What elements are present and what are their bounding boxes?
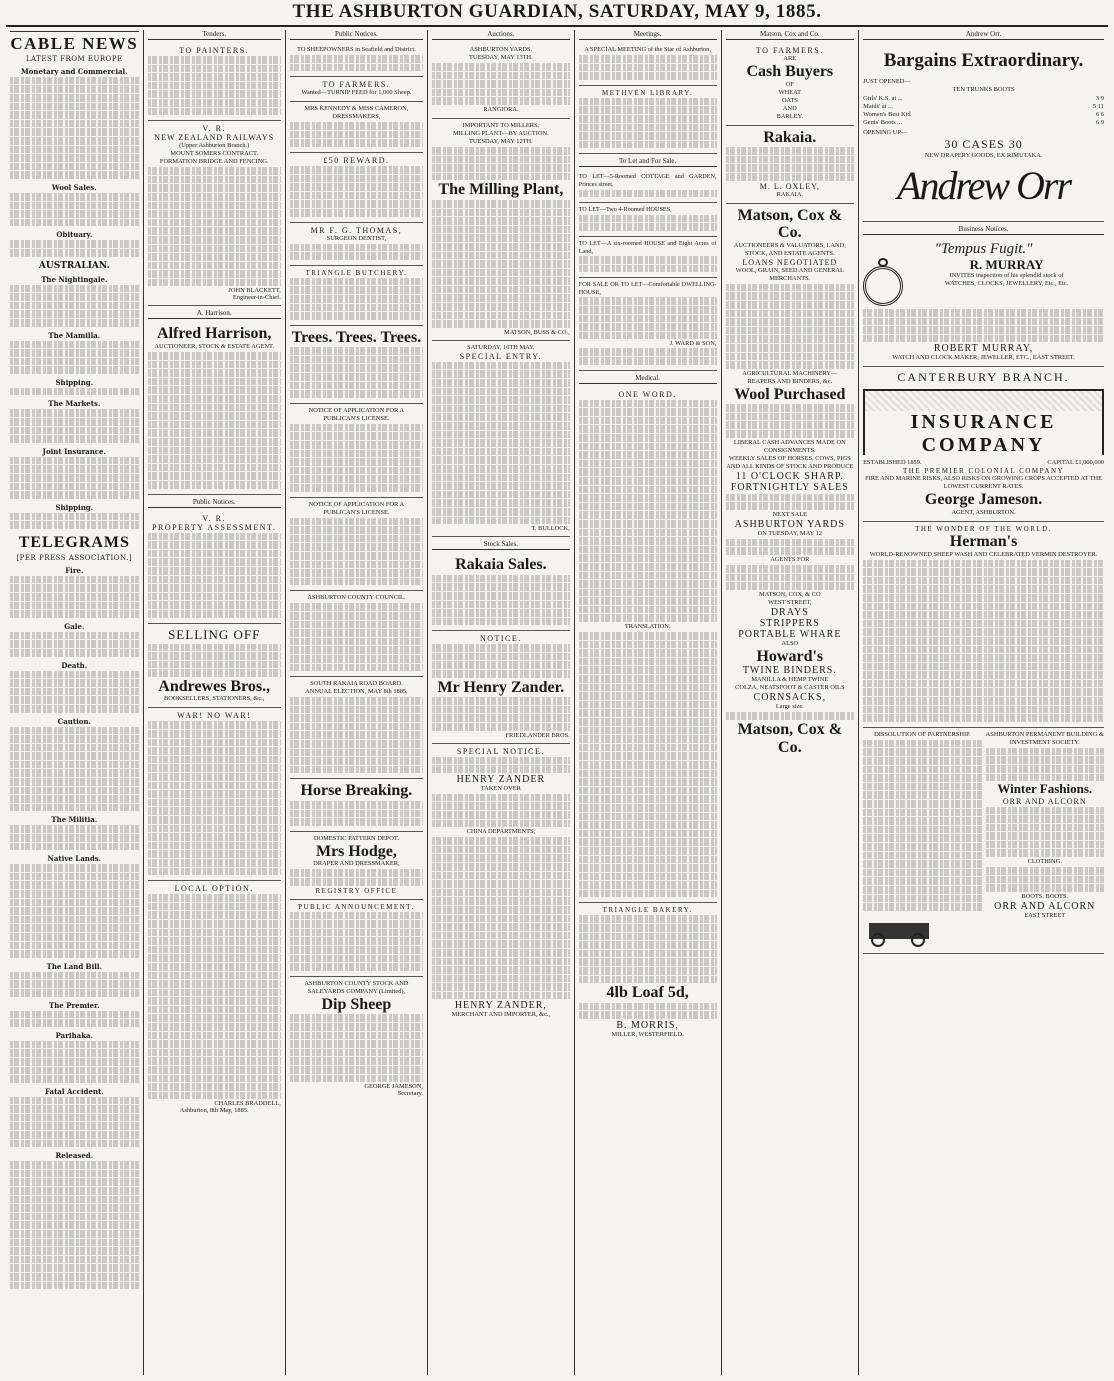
monetary-heading: Monetary and Commercial.	[20, 66, 128, 76]
building-society: ASHBURTON PERMANENT BUILDING & INVESTMENT SOCIETY.	[985, 730, 1104, 746]
dwelling-text: FOR SALE OR TO LET—Comfortable DWELLING-HOUSE,	[578, 281, 717, 296]
column-cable-news	[6, 30, 144, 1375]
insurance-logo-text: INSURANCE COMPANY	[865, 411, 1102, 457]
matson-coy: MATSON, COX, & CO	[759, 590, 821, 598]
caution-heading: Caution.	[57, 716, 91, 726]
watch-maker: WATCH AND CLOCK MAKER, JEWELLER, ETC., EAST STREET.	[892, 354, 1075, 362]
rakaia-heading: Rakaia.	[763, 128, 817, 146]
rakaia-sales-heading: Rakaia Sales.	[455, 556, 547, 574]
jameson-role: Secretary.	[397, 1090, 423, 1098]
insurance-logo	[863, 389, 1104, 455]
word-of: OF	[785, 80, 794, 88]
cash-buyers-heading: Cash Buyers	[746, 63, 834, 80]
council-heading: ASHBURTON COUNTY COUNCIL.	[307, 594, 406, 602]
native-lands-heading: Native Lands.	[47, 854, 102, 864]
railways-branch: (Upper Ashburton Branch.)	[179, 142, 250, 150]
contract-work: FORMATION BRIDGE AND FENCING.	[159, 158, 269, 166]
telegrams-subtitle: [PER PRESS ASSOCIATION.]	[16, 553, 133, 562]
dip-sheep-heading: Dip Sheep	[321, 995, 392, 1013]
meeting-heading: A SPECIAL MEETING of the Star of Ashburton,	[584, 46, 712, 53]
section-public-notices: Public Notices.	[148, 498, 281, 508]
notice-heading: NOTICE.	[479, 634, 522, 644]
ad-one-word	[579, 387, 717, 904]
ad-dissolution	[863, 728, 981, 953]
table-row	[863, 110, 1104, 118]
word-and: AND	[782, 104, 797, 112]
auctioneer-bullock: T. BULLOCK,	[531, 525, 570, 533]
twine-binders: TWINE BINDERS.	[742, 665, 837, 677]
section-stock-sales: Stock Sales.	[432, 540, 570, 550]
column-matson-cox	[722, 30, 860, 1375]
section-medical: Medical.	[579, 374, 717, 384]
sheepowners-heading: TO SHEEPOWNERS in Seafield and District.	[297, 46, 416, 53]
harrison-name: Alfred Harrison,	[157, 325, 272, 343]
fortnightly-sales: FORTNIGHTLY SALES	[730, 481, 849, 493]
vr-heading: V. R.	[202, 124, 227, 134]
boot-price: 3 9	[1095, 94, 1104, 102]
boot-price-table	[863, 94, 1104, 126]
ad-to-farmers	[290, 77, 423, 102]
column-header: Public Notices.	[290, 30, 423, 40]
morris-name: B. MORRIS,	[616, 1020, 679, 1031]
assessment-heading: PROPERTY ASSESSMENT.	[152, 522, 277, 532]
boot-label: Maids' at ...	[863, 102, 893, 110]
ad-property-assessment	[148, 511, 281, 624]
newspaper-title: THE ASHBURTON GUARDIAN, SATURDAY, MAY 9, 1885.	[292, 1, 822, 22]
word-are: ARE	[783, 55, 797, 62]
joint-insurance-heading: Joint Insurance.	[42, 446, 106, 456]
dentist-role: SURGEON DENTIST,	[326, 234, 387, 242]
tempus-fugit: "Tempus Fugit."	[934, 241, 1033, 257]
column-header	[10, 30, 139, 32]
ad-south-rakaia	[290, 677, 423, 779]
ad-mrs-hodge	[290, 832, 423, 900]
portable-whare: PORTABLE WHARE	[738, 628, 842, 640]
fire-marine: FIRE AND MARINE RISKS, ALSO RISKS ON GROWING CROPS ACCEPTED AT THE LOWEST CURRENT RATES.	[865, 475, 1103, 491]
ad-trees	[290, 326, 423, 404]
horse-breaking-heading: Horse Breaking.	[300, 782, 413, 800]
column-header: Matson, Cox and Co.	[726, 30, 855, 40]
robert-murray: ROBERT MURRAY,	[933, 343, 1034, 355]
capital: CAPITAL £1,000,000	[1047, 459, 1104, 467]
masthead-rule	[6, 25, 1108, 27]
war-heading: WAR! NO WAR!	[177, 711, 252, 721]
nightingale-heading: The Nightingale.	[41, 274, 108, 284]
ad-to-painters	[148, 43, 281, 121]
domestic-pattern: DOMESTIC PATTERN DEPOT.	[313, 834, 399, 842]
ashburton-yards: ASHBURTON YARDS	[734, 518, 845, 530]
ad-publican-license	[290, 404, 423, 498]
translation-heading: TRANSLATION.	[624, 623, 671, 631]
liberal-advances: LIBERAL CASH ADVANCES MADE ON CONSIGNMENTS.	[733, 438, 846, 454]
contract-name: MOUNT SOMERS CONTRACT.	[170, 150, 259, 158]
ad-bargains	[863, 43, 1104, 222]
dressmakers-heading: MRS KENNEDY & MISS CAMERON, DRESSMAKERS,	[304, 105, 409, 121]
local-option-heading: LOCAL OPTION.	[174, 884, 254, 894]
section-business-notices: Business Notices.	[863, 225, 1104, 235]
land-bill-heading: The Land Bill.	[46, 961, 103, 971]
ad-reward	[290, 153, 423, 223]
special-date: SATURDAY, 16TH MAY.	[467, 343, 535, 351]
braddell-date: Ashburton, 8th May, 1885.	[179, 1107, 249, 1115]
ad-county-council	[290, 591, 423, 677]
ad-dip-sheep	[290, 977, 423, 1101]
column-auctions	[428, 30, 575, 1375]
oxley-place: RAKAIA.	[776, 190, 804, 198]
boot-price: 6 9	[1095, 118, 1104, 126]
also: ALSO	[781, 639, 799, 647]
manilla: MANILLA & HEMP TWINE	[751, 676, 829, 684]
pocket-watch-icon	[863, 258, 903, 306]
ad-insurance	[863, 367, 1104, 522]
auctioneer-matson: MATSON, BUSS & CO.,	[504, 328, 570, 336]
andrewes-name: Andrewes Bros.,	[158, 677, 271, 695]
agricultural-heading: AGRICULTURAL MACHINERY—	[742, 369, 838, 377]
ad-hermans	[863, 522, 1104, 728]
library-heading: METHVEN LIBRARY.	[602, 88, 694, 97]
ad-special-notice	[432, 744, 570, 1024]
to-let-2-text: TO LET—Two 4-Roomed HOUSES,	[578, 206, 672, 214]
reapers-line: REAPERS AND BINDERS, &c.	[747, 377, 833, 385]
wanted-turnip: Wanted—TURNIP FEED for 1,000 Sheep.	[301, 89, 412, 97]
blackett-role: Engineer-in-Chief.	[232, 294, 281, 302]
column-meetings	[575, 30, 722, 1375]
death-heading: Death.	[61, 660, 88, 670]
ad-matson-cox	[726, 204, 855, 761]
sale-date: ON TUESDAY, MAY 12	[757, 529, 823, 537]
oclock-sharp: 11 O'CLOCK SHARP.	[735, 470, 844, 482]
telegrams-heading: TELEGRAMS	[18, 534, 130, 551]
ad-war-no-war	[148, 708, 281, 881]
colza: COLZA, NEATSFOOT & CASTER OILS	[735, 684, 845, 692]
ad-to-let-2	[579, 203, 717, 237]
yards-date: TUESDAY, MAY 13TH.	[468, 54, 533, 61]
ad-title: TO PAINTERS.	[179, 46, 250, 55]
special-entry-heading: SPECIAL ENTRY.	[459, 351, 543, 361]
license-heading: NOTICE OF APPLICATION FOR A PUBLICAN'S LICENSE.	[308, 406, 405, 422]
wonder-heading: THE WONDER OF THE WORLD.	[915, 524, 1052, 533]
trees-heading: Trees. Trees. Trees.	[291, 328, 422, 346]
ad-publican-license-2	[290, 498, 423, 592]
ad-murray	[863, 238, 1104, 367]
china-departments: CHINA DEPARTMENTS,	[466, 828, 536, 836]
established-year: ESTABLISHED 1859.	[863, 459, 922, 467]
shipping-heading-2: Shipping.	[55, 502, 94, 512]
wool-grain: WOOL, GRAIN, SEED AND GENERAL MERCHANTS.	[735, 266, 844, 282]
ad-sheepowners	[290, 43, 423, 77]
rangiora-heading: RANGIORA.	[483, 105, 519, 113]
orr-alcorn-footer: ORR AND ALCORN	[994, 900, 1096, 912]
one-word-heading: ONE WORD.	[618, 389, 677, 399]
gale-heading: Gale.	[64, 621, 85, 631]
premier-colonial: THE PREMIER COLONIAL COMPANY	[903, 467, 1065, 476]
boots-heading: BOOTS. BOOTS.	[1021, 892, 1069, 900]
agent-ashburton: AGENT, ASHBURTON.	[951, 508, 1016, 516]
bakery-heading: TRIANGLE BAKERY.	[602, 906, 693, 915]
andrewes-role: BOOKSELLERS, STATIONERS, &c.,	[164, 695, 265, 703]
railways-heading: NEW ZEALAND RAILWAYS	[154, 133, 275, 143]
milling-auction: MILLING PLANT—BY AUCTION.	[452, 129, 549, 137]
dentist-name: MR F. G. THOMAS,	[310, 225, 403, 235]
election-heading: ANNUAL ELECTION, MAY 8th 1885.	[305, 688, 408, 696]
milling-date: TUESDAY, MAY 12TH.	[468, 137, 533, 145]
mamilla-heading: The Mamilla.	[48, 330, 101, 340]
cornsacks: CORNSACKS,	[753, 692, 827, 704]
just-opened: JUST OPENED—	[863, 78, 911, 85]
signature-friedlander: FRIEDLANDER BROS.	[505, 731, 570, 739]
word-barley: BARLEY.	[776, 112, 803, 120]
cable-subtitle: LATEST FROM EUROPE	[25, 54, 123, 63]
signature-blackett: JOHN BLACKETT,	[228, 287, 281, 295]
ad-dentist	[290, 223, 423, 266]
butchery-heading: TRIANGLE BUTCHERY.	[305, 268, 408, 277]
australian-heading: AUSTRALIAN.	[38, 260, 110, 271]
reward-heading: £50 REWARD.	[323, 155, 390, 165]
masthead	[0, 0, 1114, 26]
table-row	[863, 118, 1104, 126]
west-street: WEST STREET,	[768, 598, 812, 606]
signature-ward: J. WARD & SON,	[669, 340, 717, 348]
east-street: EAST STREET	[1024, 911, 1066, 919]
orr-alcorn: ORR AND ALCORN	[1002, 796, 1087, 806]
section-to-let: To Let and For Sale.	[579, 157, 717, 167]
zander-name: Mr Henry Zander.	[437, 678, 565, 696]
strippers: STRIPPERS	[759, 617, 820, 629]
ad-public-announcement	[290, 900, 423, 977]
ad-cash-buyers	[726, 43, 855, 126]
ad-triangle-butchery	[290, 266, 423, 326]
ad-alfred-harrison	[148, 322, 281, 494]
ad-railways	[148, 121, 281, 306]
clothing-heading: CLOTHING.	[1027, 858, 1062, 866]
column-header: Andrew Orr.	[863, 30, 1104, 40]
next-sale: NEXT SALE	[772, 510, 808, 518]
andrew-orr-signature: Andrew Orr	[897, 163, 1071, 208]
column-header: Auctions.	[432, 30, 570, 40]
trunk-boots: TEN TRUNKS BOOTS	[952, 86, 1015, 93]
fire-heading: Fire.	[65, 565, 84, 575]
word-wheat: WHEAT	[778, 88, 801, 96]
murray-invites: INVITES inspection of his splendid stock of	[949, 272, 1064, 280]
oxley-name: M. L. OXLEY,	[759, 181, 820, 191]
markets-heading: The Markets.	[48, 399, 101, 409]
matson-footer: Matson, Cox & Co.	[737, 721, 843, 756]
to-let-1-text: TO LET—5-Roomed COTTAGE and GARDEN, Princes street.	[578, 173, 717, 188]
zander-role: MERCHANT AND IMPORTER, &c.,	[451, 1011, 551, 1019]
ad-special-entry	[432, 341, 570, 537]
milling-plant-heading: The Milling Plant,	[438, 181, 564, 199]
militia-heading: The Militia.	[51, 815, 98, 825]
wool-purchased-heading: Wool Purchased	[734, 385, 846, 403]
canterbury-branch: CANTERBURY BRANCH.	[897, 370, 1070, 385]
column-tenders	[144, 30, 286, 1375]
fatal-accident-heading: Fatal Accident.	[44, 1086, 104, 1096]
announcement-heading: PUBLIC ANNOUNCEMENT.	[298, 902, 415, 911]
matson-role: AUCTIONEERS & VALUATORS, LAND, STOCK, AND ESTATE AGENTS.	[733, 241, 846, 257]
newspaper-page	[6, 30, 1108, 1375]
column-header: Meetings.	[579, 30, 717, 40]
ad-dressmakers	[290, 102, 423, 153]
henry-zander: HENRY ZANDER	[456, 773, 546, 785]
ad-horse-breaking	[290, 779, 423, 831]
hermans-sub: WORLD-RENOWNED SHEEP WASH AND CELEBRATED VERMIN DESTROYER.	[869, 550, 1098, 558]
zander-signature: HENRY ZANDER,	[454, 1000, 547, 1012]
murray-stock: WATCHES, CLOCKS, JEWELLERY, Etc., Etc.	[944, 280, 1069, 288]
column-header: Tenders.	[148, 30, 281, 40]
ad-zander-notice	[432, 631, 570, 743]
ad-ashburton-yards	[432, 43, 570, 119]
matson-cox-heading: Matson, Cox & Co.	[737, 206, 843, 242]
harrison-role: AUCTIONEER, STOCK & ESTATE AGENT.	[154, 343, 275, 351]
ad-milling-plant	[432, 119, 570, 341]
taken-over: TAKEN OVER	[480, 784, 521, 792]
ad-special-meeting	[579, 43, 717, 86]
saleyards-heading: ASHBURTON COUNTY STOCK AND SALEYARDS COMPANY (Limited),	[304, 979, 409, 995]
word-oats: OATS	[781, 96, 798, 104]
boot-label: Girls' K.S. at ...	[863, 94, 903, 102]
george-jameson: George Jameson.	[924, 491, 1043, 509]
ad-methven-library	[579, 86, 717, 155]
boot-label: Women's Best Kid	[863, 110, 911, 118]
ad-rakaia	[726, 126, 855, 204]
table-row	[863, 102, 1104, 110]
drapery-goods: NEW DRAPERY GOODS, EX RIMUTAKA.	[924, 152, 1043, 159]
license-heading-2: NOTICE OF APPLICATION FOR A PUBLICAN'S LICENSE.	[308, 500, 405, 516]
ad-local-option	[148, 881, 281, 1119]
ad-selling-off	[148, 624, 281, 709]
boot-label: Gents' Boots ...	[863, 118, 903, 126]
obituary-heading: Obituary.	[56, 230, 93, 240]
to-farmers-heading: TO FARMERS.	[755, 46, 824, 55]
large-size: Large size.	[775, 703, 804, 711]
ad-dwelling-house	[579, 278, 717, 370]
table-row	[863, 94, 1104, 102]
shipping-heading: Shipping.	[55, 377, 94, 387]
to-let-3-text: TO LET—A six-roomed HOUSE and Eight Acres of Land,	[578, 239, 717, 255]
loans-heading: LOANS NEGOTIATED	[742, 257, 838, 267]
ad-winter-fashions	[986, 728, 1104, 953]
bargains-heading: Bargains Extraordinary.	[883, 50, 1084, 71]
millers-heading: IMPORTANT TO MILLERS.	[462, 121, 540, 129]
winter-fashions-heading: Winter Fashions.	[997, 781, 1093, 797]
opening-up: OPENING UP—	[863, 129, 908, 136]
boot-price: 5 11	[1093, 102, 1104, 110]
selling-off-heading: SELLING OFF	[168, 626, 261, 642]
drays: DRAYS	[770, 606, 809, 618]
murray-name: R. MURRAY	[969, 257, 1044, 272]
signature-braddell: CHARLES BRADDELL,	[214, 1100, 281, 1108]
road-board-heading: SOUTH RAKAIA ROAD BOARD.	[310, 680, 403, 688]
hodge-name: Mrs Hodge,	[315, 842, 397, 860]
dissolution-heading: DISSOLUTION OF PARTNERSHIP.	[874, 730, 971, 738]
section-harrison: A. Harrison.	[148, 309, 281, 319]
column-public-notices	[286, 30, 428, 1375]
vr-heading-2: V. R.	[202, 513, 227, 523]
agents-for: AGENTS FOR	[770, 556, 810, 564]
weekly-sales: WEEKLY SALES OF HORSES, COWS, PIGS AND ALL KINDS OF STOCK AND PRODUCE	[726, 454, 854, 470]
registry-heading: REGISTRY OFFICE	[315, 886, 398, 895]
premier-heading: The Premier.	[49, 1000, 100, 1010]
boot-price: 6 6	[1095, 110, 1104, 118]
parihaka-heading: Parihaka.	[55, 1030, 94, 1040]
wool-sales-heading: Wool Sales.	[51, 182, 97, 192]
signature-jameson: GEORGE JAMESON,	[364, 1083, 423, 1091]
cable-news-heading: CABLE NEWS	[10, 34, 139, 53]
released-heading: Released.	[55, 1151, 94, 1161]
ad-to-let-3	[579, 237, 717, 278]
ad-triangle-bakery	[579, 903, 717, 1043]
morris-address: MILLER, WESTERFIELD.	[611, 1031, 684, 1038]
ad-rakaia-sales	[432, 553, 570, 631]
thirty-cases: 30 CASES 30	[944, 137, 1023, 151]
ad-to-let-1	[579, 170, 717, 203]
hodge-role: DRAPER AND DRESSMAKER,	[313, 860, 400, 868]
special-notice-heading: SPECIAL NOTICE.	[456, 746, 545, 756]
howards: Howard's	[756, 647, 824, 665]
column-andrew-orr	[859, 30, 1108, 1375]
hermans-heading: Herman's	[949, 532, 1018, 550]
loaf-heading: 4lb Loaf 5d,	[606, 984, 689, 1002]
wagon-icon	[863, 917, 981, 947]
yards-heading: ASHBURTON YARDS.	[469, 46, 533, 53]
farmers-heading: TO FARMERS.	[322, 80, 391, 90]
